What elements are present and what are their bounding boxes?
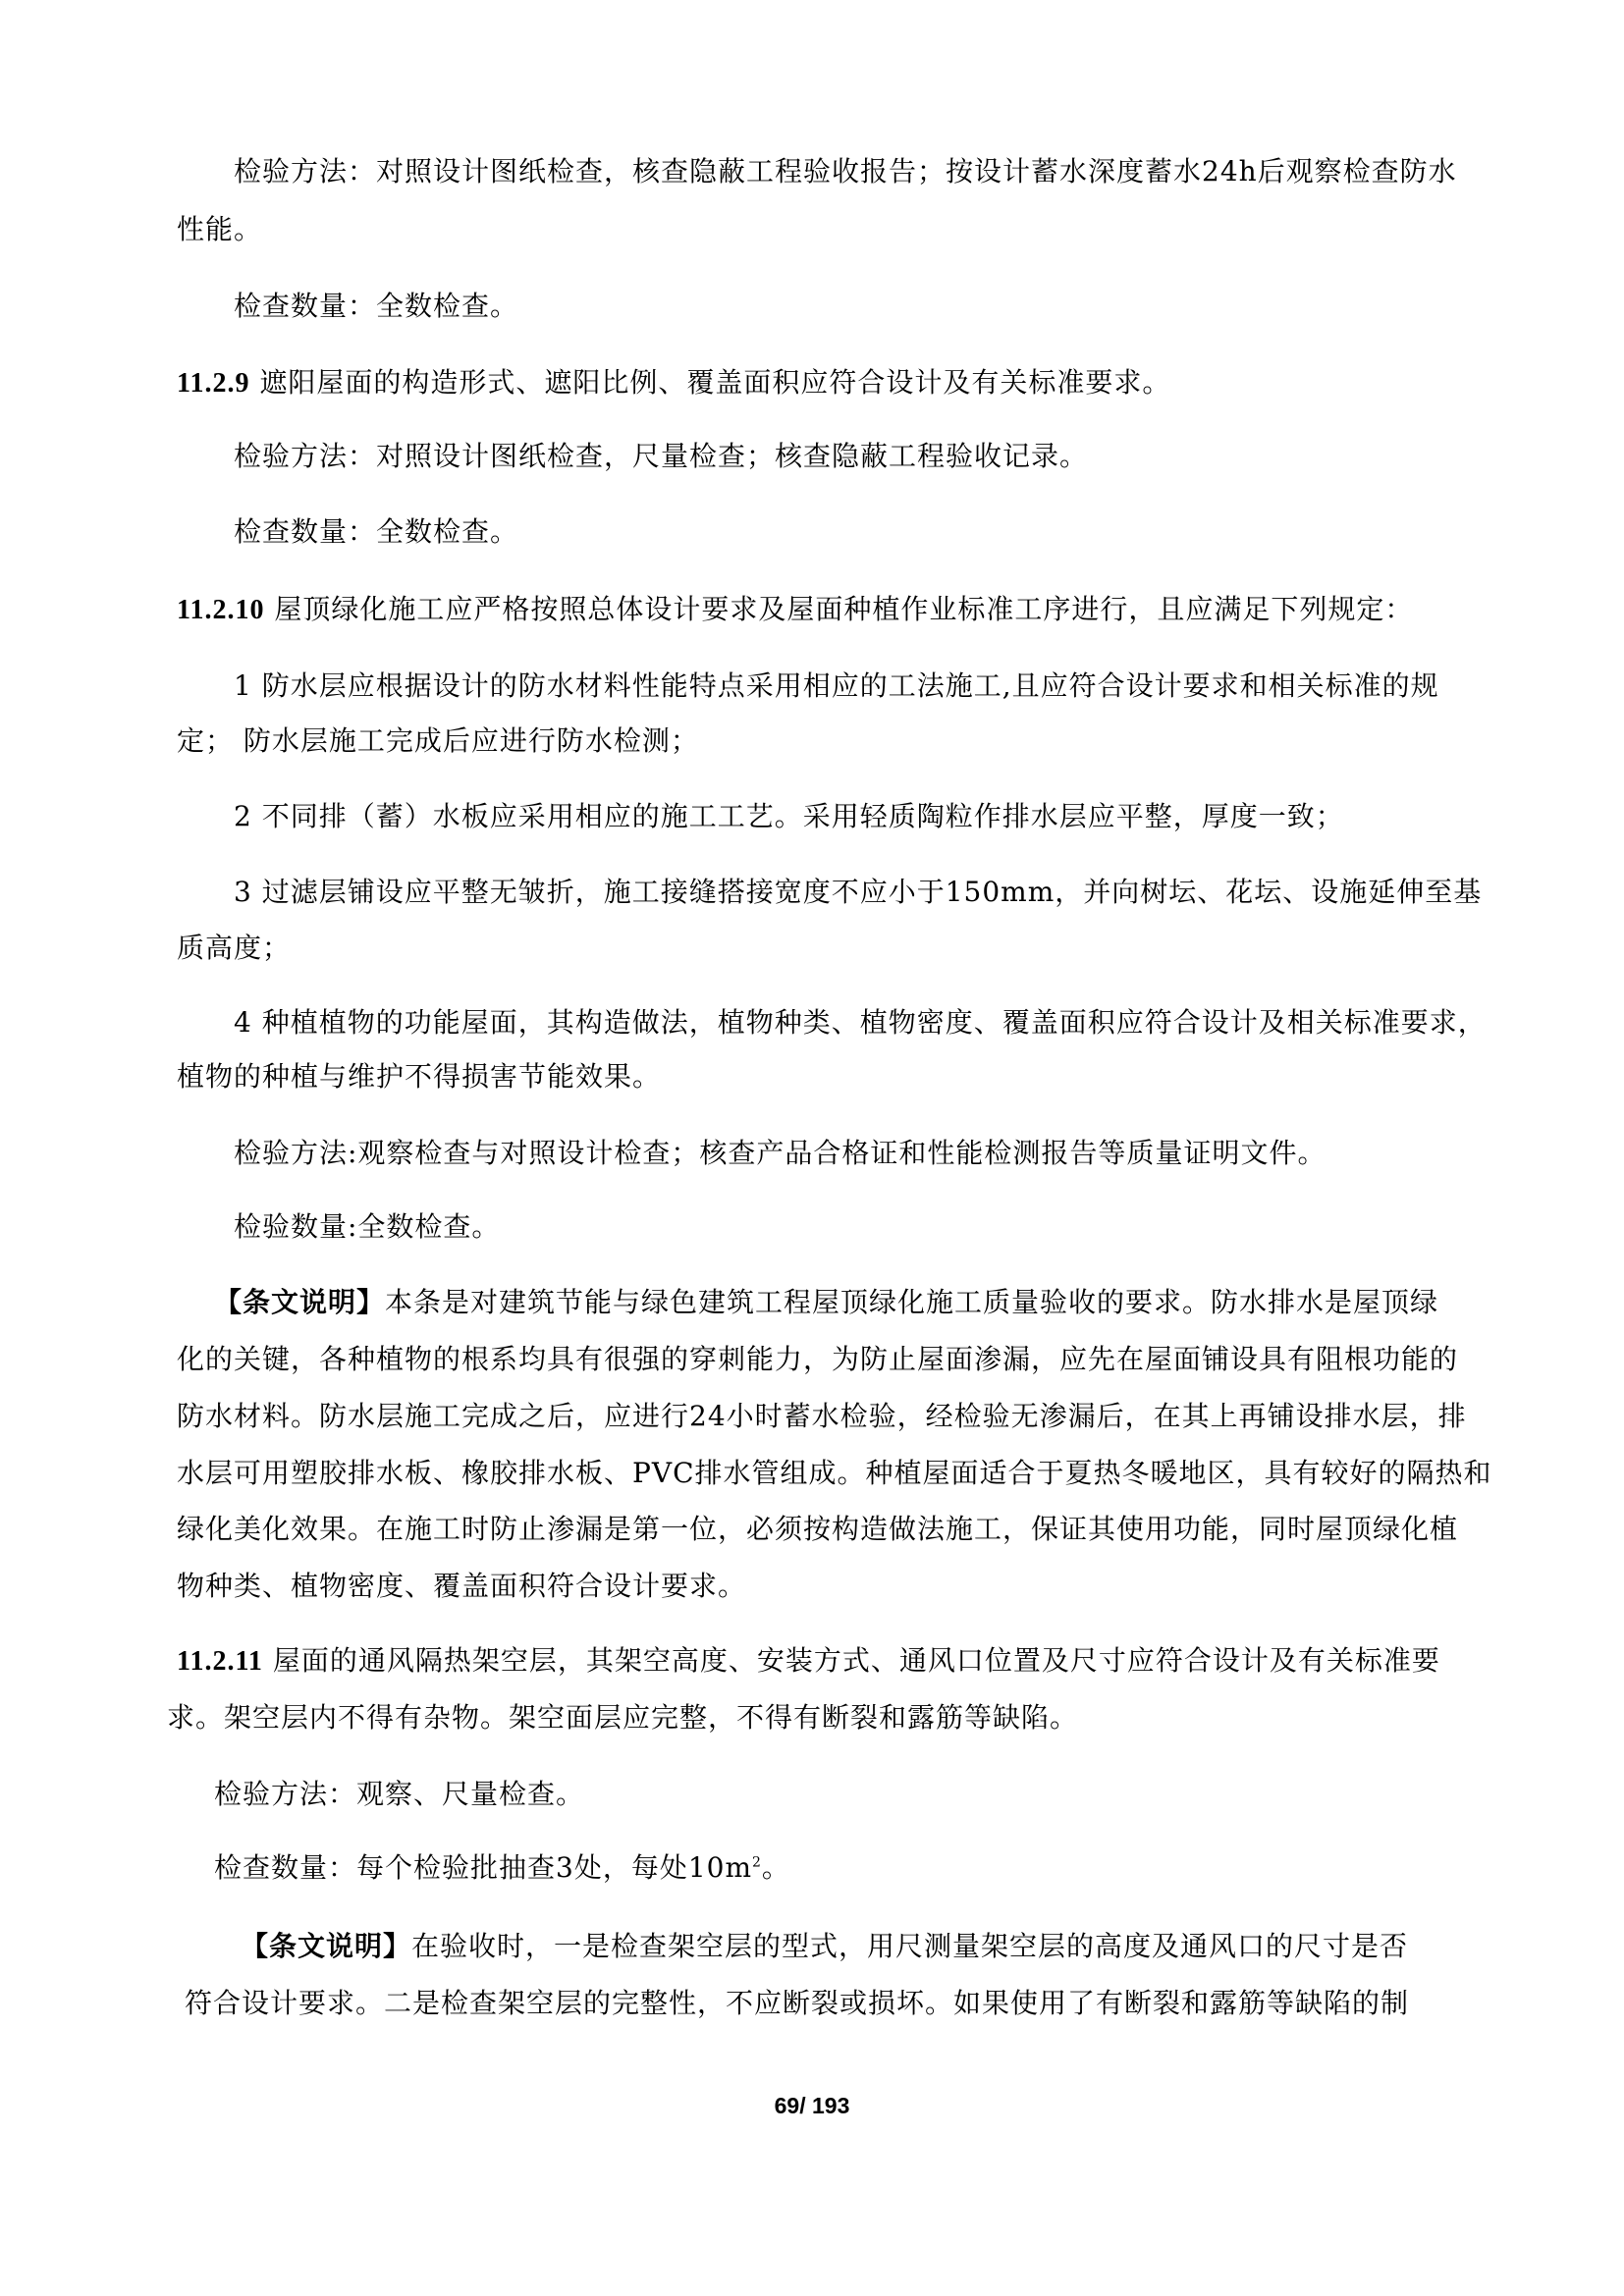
explanation-1-line-2: 化的关键，各种植物的根系均具有很强的穿刺能力，为防止屋面渗漏，应先在屋面铺设具有阻根功能的: [177, 1343, 1459, 1375]
list-item-4-cont: 植物的种植与维护不得损害节能效果。: [177, 1060, 662, 1093]
list-item-4: 4 种植植物的功能屋面，其构造做法，植物种类、植物密度、覆盖面积应符合设计及相关标准要求，: [234, 1006, 1487, 1039]
explanation-1-line-6: 物种类、植物密度、覆盖面积符合设计要求。: [177, 1570, 747, 1602]
quantity-text-end: 。: [761, 1851, 790, 1884]
explanation-2-line-2: 符合设计要求。二是检查架空层的完整性，不应断裂或损坏。如果使用了有断裂和露筋等缺陷的制: [185, 1987, 1410, 2019]
quantity-text: 检查数量：每个检验批抽查3处，每处10m: [214, 1851, 752, 1884]
inspection-method-line-cont: 性能。: [177, 213, 263, 245]
list-item-1-cont: 定； 防水层施工完成后应进行防水检测；: [177, 724, 699, 757]
clause-number: 11.2.11: [177, 1646, 263, 1677]
explanation-text: 本条是对建筑节能与绿色建筑工程屋顶绿化施工质量验收的要求。防水排水是屋顶绿: [385, 1286, 1439, 1318]
clause-11-2-10: [177, 590, 1413, 630]
list-item-2: 2 不同排（蓄）水板应采用相应的施工工艺。采用轻质陶粒作排水层应平整，厚度一致；: [234, 800, 1344, 832]
clause-text: 屋顶绿化施工应严格按照总体设计要求及屋面种植作业标准工序进行，且应满足下列规定：: [274, 593, 1414, 625]
page-number: 69/ 193: [774, 2093, 850, 2118]
list-item-3-cont: 质高度；: [177, 932, 292, 964]
explanation-1-line-4: 水层可用塑胶排水板、橡胶排水板、PVC排水管组成。种植屋面适合于夏热冬暖地区，具有较好的隔热和: [177, 1457, 1492, 1489]
inspection-method-line: 检验方法：对照设计图纸检查，尺量检查；核查隐蔽工程验收记录。: [234, 440, 1089, 472]
clause-text: 遮阳屋面的构造形式、遮阳比例、覆盖面积应符合设计及有关标准要求。: [259, 366, 1171, 399]
explanation-1-line-3: 防水材料。防水层施工完成之后，应进行24小时蓄水检验，经检验无渗漏后，在其上再铺设排水层，排: [177, 1400, 1467, 1432]
clause-text: 屋面的通风隔热架空层，其架空高度、安装方式、通风口位置及尺寸应符合设计及有关标准要: [272, 1644, 1440, 1677]
inspection-quantity-line: 检查数量：全数检查。: [234, 515, 519, 548]
clause-11-2-11-cont: 求。架空层内不得有杂物。架空面层应完整，不得有断裂和露筋等缺陷。: [167, 1701, 1079, 1734]
list-item-3: 3 过滤层铺设应平整无皱折，施工接缝搭接宽度不应小于150mm，并向树坛、花坛、设施延伸至基: [234, 876, 1483, 908]
inspection-quantity-line: 检查数量：全数检查。: [234, 290, 519, 322]
inspection-method-line: 检验方法:观察检查与对照设计检查；核查产品合格证和性能检测报告等质量证明文件。: [234, 1137, 1326, 1169]
inspection-quantity-line: [214, 1848, 790, 1888]
inspection-method-line: 检验方法：观察、尺量检查。: [214, 1778, 585, 1810]
clause-11-2-9: [177, 363, 1170, 403]
explanation-label: 【条文说明】: [214, 1286, 386, 1318]
explanation-label: 【条文说明】: [241, 1930, 412, 1962]
explanation-1-line-1: [214, 1283, 1438, 1322]
explanation-2-line-1: [241, 1927, 1408, 1966]
clause-11-2-11: [177, 1641, 1440, 1682]
unit-superscript: 2: [752, 1854, 762, 1871]
list-item-1: 1 防水层应根据设计的防水材料性能特点采用相应的工法施工,且应符合设计要求和相关标准的规: [234, 669, 1439, 702]
explanation-1-line-5: 绿化美化效果。在施工时防止渗漏是第一位，必须按构造做法施工，保证其使用功能，同时屋顶绿化植: [177, 1513, 1459, 1545]
explanation-text: 在验收时，一是检查架空层的型式，用尺测量架空层的高度及通风口的尺寸是否: [411, 1930, 1409, 1962]
clause-number: 11.2.10: [177, 595, 265, 625]
clause-number: 11.2.9: [177, 368, 250, 399]
inspection-quantity-line: 检验数量:全数检查。: [234, 1210, 501, 1243]
inspection-method-line: 检验方法：对照设计图纸检查，核查隐蔽工程验收报告；按设计蓄水深度蓄水24h后观察检查防水: [234, 155, 1457, 187]
